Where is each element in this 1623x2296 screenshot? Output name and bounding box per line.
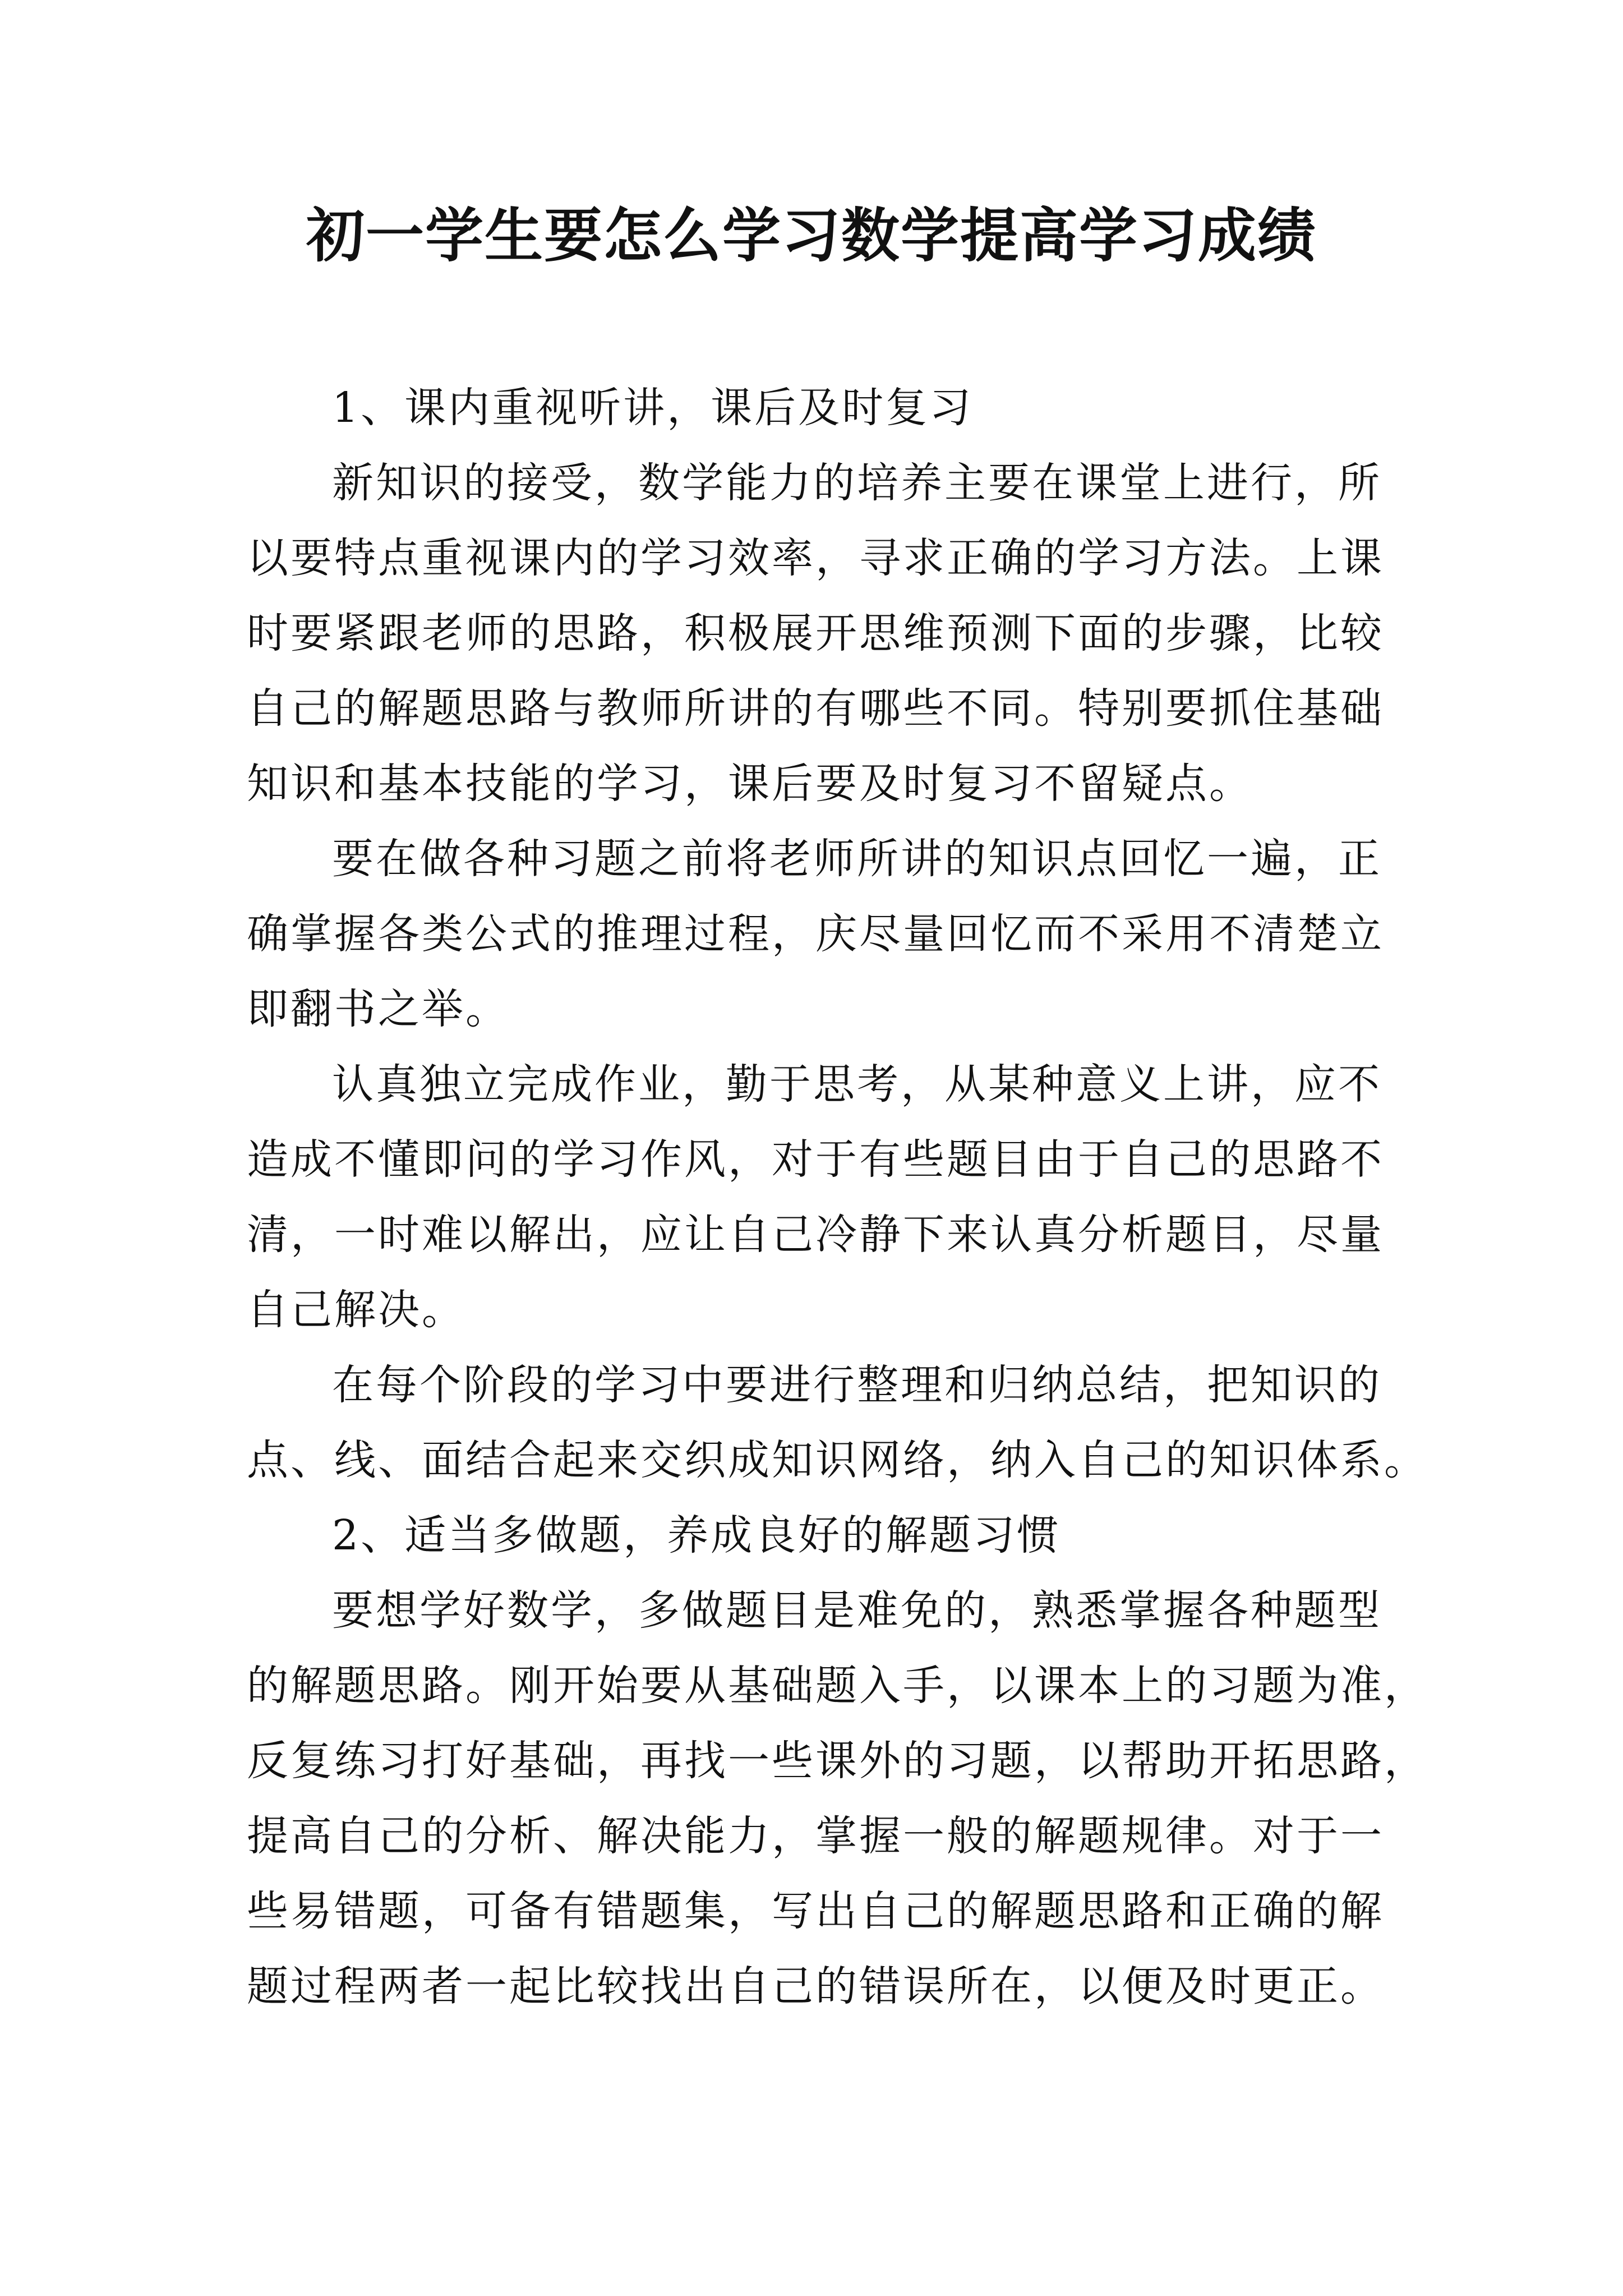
paragraph	[247, 1047, 1391, 1347]
document-body	[247, 370, 1428, 2024]
text-line: 要想学好数学，多做题目是难免的，熟悉掌握各种题型	[332, 1586, 1382, 1635]
text-line: 提高自己的分析、解决能力，掌握一般的解题规律。对于一	[247, 1812, 1384, 1860]
text-line: 点、线、面结合起来交织成知识网络，纳入自己的知识体系。	[247, 1436, 1428, 1484]
text-line: 新知识的接受，数学能力的培养主要在课堂上进行，所	[332, 459, 1382, 507]
document-title: 初一学生要怎么学习数学提高学习成绩	[306, 201, 1317, 270]
text-line: 自己解决。	[247, 1286, 465, 1334]
text-line: 要在做各种习题之前将老师所讲的知识点回忆一遍，正	[332, 835, 1382, 883]
text-line: 题过程两者一起比较找出自己的错误所在，以便及时更正。	[247, 1962, 1384, 2010]
text-line: 些易错题，可备有错题集，写出自己的解题思路和正确的解	[247, 1887, 1384, 1935]
section-heading-1	[247, 370, 1391, 445]
text-line: 清，一时难以解出，应让自己冷静下来认真分析题目，尽量	[247, 1211, 1384, 1259]
text-line: 2、适当多做题，养成良好的解题习惯	[332, 1511, 1061, 1559]
paragraph	[247, 1347, 1428, 1498]
paragraph	[247, 1573, 1428, 2024]
text-line: 时要紧跟老师的思路，积极展开思维预测下面的步骤，比较	[247, 609, 1384, 657]
text-line: 的解题思路。刚开始要从基础题入手，以课本上的习题为准，	[247, 1662, 1428, 1710]
text-line: 即翻书之举。	[247, 985, 509, 1033]
text-line: 1、课内重视听讲，课后及时复习	[332, 384, 974, 432]
text-line: 知识和基本技能的学习，课后要及时复习不留疑点。	[247, 760, 1253, 808]
text-line: 以要特点重视课内的学习效率，寻求正确的学习方法。上课	[247, 534, 1384, 582]
text-line: 自己的解题思路与教师所讲的有哪些不同。特别要抓住基础	[247, 684, 1384, 733]
text-line: 造成不懂即问的学习作风，对于有些题目由于自己的思路不	[247, 1135, 1384, 1184]
paragraph	[247, 445, 1391, 821]
text-line: 在每个阶段的学习中要进行整理和归纳总结，把知识的	[332, 1361, 1382, 1409]
paragraph	[247, 821, 1391, 1047]
section-heading-2	[247, 1498, 1391, 1573]
text-line: 认真独立完成作业，勤于思考，从某种意义上讲，应不	[332, 1060, 1382, 1108]
text-line: 确掌握各类公式的推理过程，庆尽量回忆而不采用不清楚立	[247, 910, 1384, 958]
text-line: 反复练习打好基础，再找一些课外的习题，以帮助开拓思路，	[247, 1737, 1428, 1785]
